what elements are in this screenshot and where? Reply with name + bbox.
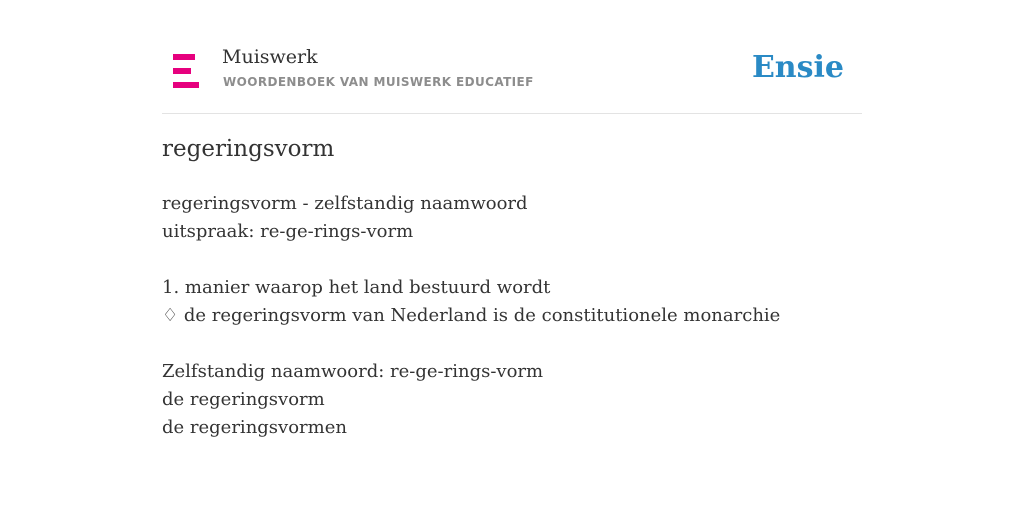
entry-title: regeringsvorm: [162, 136, 335, 162]
plural-line: de regeringsvormen: [162, 417, 347, 438]
word-class-line: regeringsvorm - zelfstandig naamwoord: [162, 193, 528, 214]
definition-line: 1. manier waarop het land bestuurd wordt: [162, 277, 551, 298]
brand-name[interactable]: Muiswerk: [222, 46, 318, 68]
singular-line: de regeringsvorm: [162, 389, 325, 410]
brand-subtitle: WOORDENBOEK VAN MUISWERK EDUCATIEF: [223, 75, 534, 89]
entry-content: [162, 190, 862, 442]
dictionary-card: [162, 0, 862, 512]
muiswerk-logo-icon[interactable]: [173, 54, 199, 88]
grammar-line: Zelfstandig naamwoord: re-ge-rings-vorm: [162, 361, 544, 382]
spacer: [162, 330, 862, 358]
spacer: [162, 246, 862, 274]
example-line: ♢ de regeringsvorm van Nederland is de constitutionele monarchie: [162, 305, 781, 326]
pronunciation-line: uitspraak: re-ge-rings-vorm: [162, 221, 414, 242]
ensie-logo[interactable]: Ensie: [751, 50, 844, 85]
header: [162, 40, 862, 114]
